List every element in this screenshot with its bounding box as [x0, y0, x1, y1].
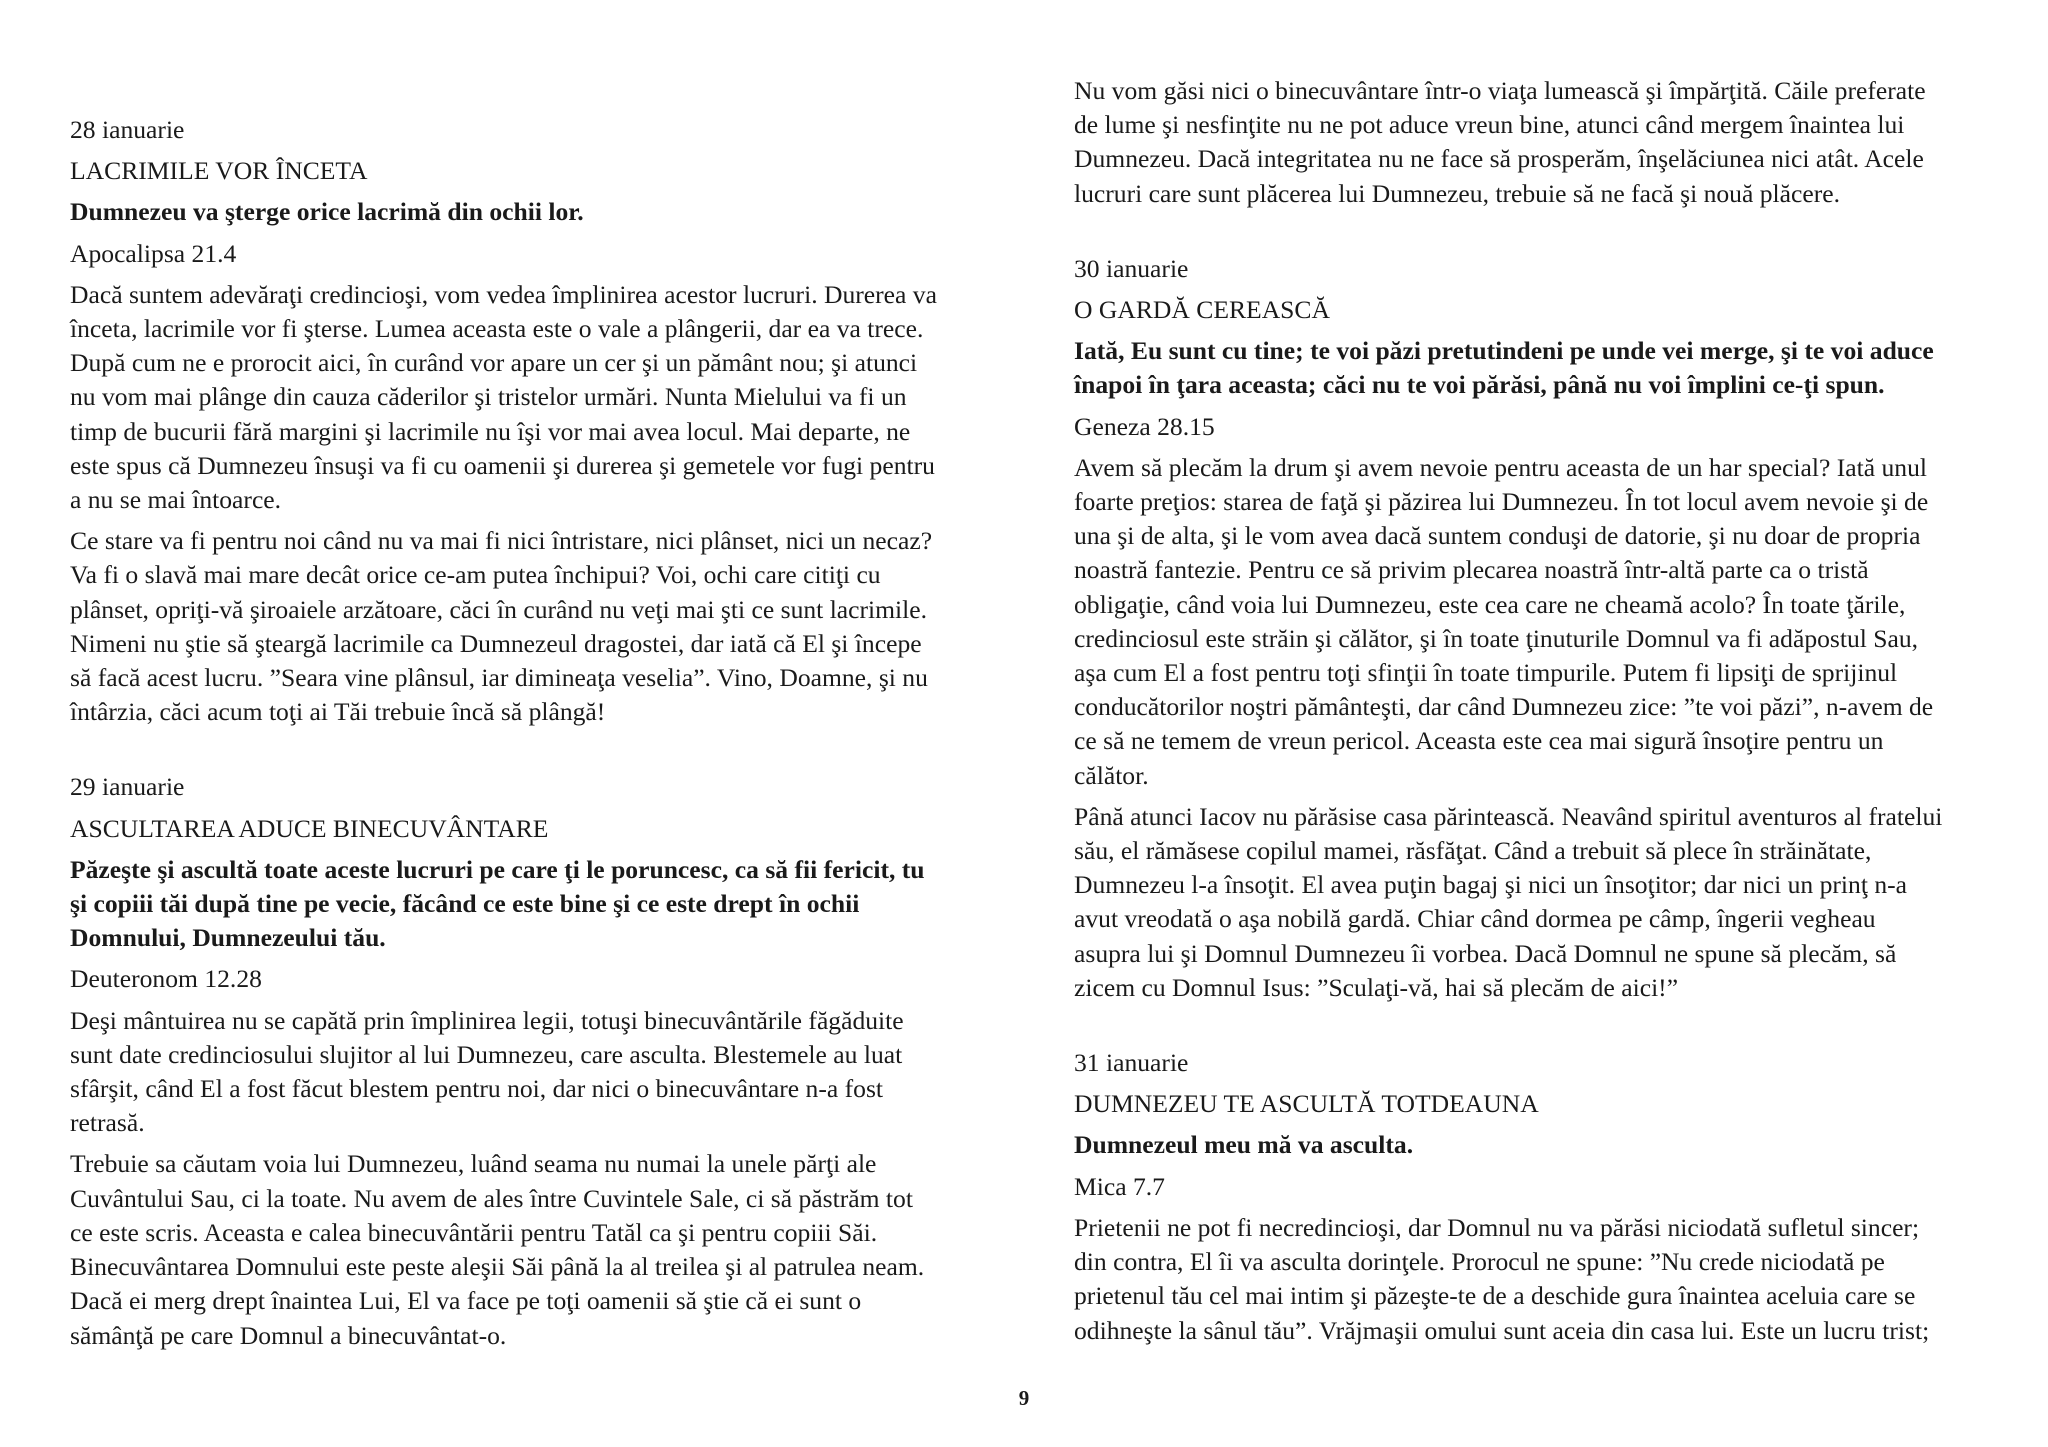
paragraph-line: noastră fantezie. Pentru ce să privim plecarea noastră într-altă parte ca o tristă — [1074, 555, 1869, 585]
entry-reference: Apocalipsa 21.4 — [70, 238, 237, 268]
paragraph-line: prietenul tău cel mai intim şi păzeşte-te de a deschide gura înaintea aceluia care se — [1074, 1281, 1916, 1311]
entry-date: 28 ianuarie — [70, 115, 185, 144]
paragraph-line: este spus că Dumnezeu însuşi va fi cu oamenii şi durerea şi gemetele vor fugi pentru — [70, 450, 935, 480]
paragraph-line: retrasă. — [70, 1108, 145, 1138]
paragraph-line: sfârşit, când El a fost făcut blestem pentru noi, dar nici o binecuvântare n-a fost — [70, 1074, 884, 1104]
entry-paragraph — [70, 1147, 982, 1352]
paragraph-line: lucruri care sunt plăcerea lui Dumnezeu, trebuie să ne facă şi nouă plăcere. — [1074, 178, 1841, 208]
paragraph-line: său, el rămăsese copilul mamei, răsfăţat. Când a trebuit să plece în străinătate, — [1074, 836, 1872, 866]
paragraph-line: sunt date credinciosului slujitor al lui Dumnezeu, care asculta. Blestemele au luat — [70, 1039, 903, 1069]
paragraph-line: timp de bucurii fără margini şi lacrimile nu îşi vor mai avea locul. Mai departe, ne — [70, 416, 911, 446]
entry-paragraph — [70, 278, 982, 517]
entry-date: 31 ianuarie — [1074, 1048, 1189, 1078]
paragraph-line: Dumnezeu l-a însoţit. El avea puţin bagaj şi nici un însoţitor; dar nici un prinţ n-a — [1074, 870, 1908, 900]
paragraph-line: conducătorilor noştri pământeşti, dar când Dumnezeu zice: ”te voi păzi”, n-avem de — [1074, 692, 1934, 722]
entry-31-ianuarie — [1074, 1046, 2008, 1348]
paragraph-line: ce este scris. Aceasta e calea binecuvântării pentru Tatăl ca şi pentru copiii Săi. — [70, 1217, 878, 1247]
paragraph-line: Dacă suntem adevăraţi credincioşi, vom vedea împlinirea acestor lucruri. Durerea va — [70, 279, 937, 309]
entry-title: O GARDĂ CEREASCĂ — [1074, 295, 1330, 325]
paragraph-line: Nimeni nu ştie să şteargă lacrimile ca Dumnezeul dragostei, dar iată că El şi începe — [70, 628, 922, 658]
paragraph-line: călător. — [1074, 760, 1149, 790]
paragraph-line: a nu se mai întoarce. — [70, 485, 282, 515]
verse-line: şi copiii tăi după tine pe vecie, făcând ce este bine şi ce este drept în ochii — [70, 889, 860, 919]
entry-28-ianuarie — [70, 113, 982, 729]
entry-paragraph — [70, 1004, 982, 1141]
paragraph-line: asupra lui şi Domnul Dumnezeu îi vorbea. Dacă Domnul ne spune să plecăm, să — [1074, 938, 1897, 968]
paragraph-line: Binecuvântarea Domnului este peste aleşii Săi până la al treilea şi al patrulea neam. — [70, 1252, 925, 1282]
paragraph-line: Cuvântului Sau, ci la toate. Nu avem de ales între Cuvintele Sale, ci să păstrăm tot — [70, 1183, 913, 1213]
paragraph-line: Prietenii ne pot fi necredincioşi, dar Domnul nu va părăsi niciodată sufletul sincer; — [1074, 1212, 1920, 1242]
verse-line: Iată, Eu sunt cu tine; te voi păzi pretutindeni pe unde vei merge, şi te voi aduce — [1074, 336, 1934, 366]
left-column — [70, 0, 982, 1353]
paragraph-line: Deşi mântuirea nu se capătă prin împlinirea legii, totuşi binecuvântările făgăduite — [70, 1005, 904, 1035]
paragraph-line: plânset, opriţi-vă şiroaiele arzătoare, căci în curând nu veţi mai şti ce sunt lacrimile. — [70, 594, 928, 624]
entry-paragraph — [70, 524, 982, 729]
entry-paragraph — [1074, 74, 2008, 211]
paragraph-line: foarte preţios: starea de faţă şi păzirea lui Dumnezeu. În tot locul avem nevoie şi de — [1074, 487, 1929, 517]
paragraph-line: întârzia, căci acum toţi ai Tăi trebuie încă să plângă! — [70, 697, 606, 727]
paragraph-line: din contra, El îi va asculta dorinţele. Prorocul ne spune: ”Nu crede niciodată pe — [1074, 1247, 1885, 1277]
paragraph-line: Până atunci Iacov nu părăsise casa părintească. Neavând spiritul aventuros al fratelui — [1074, 801, 1943, 831]
paragraph-line: nu vom mai plânge din cauza căderilor şi tristelor urmări. Nunta Mielului va fi un — [70, 382, 907, 412]
paragraph-line: odihneşte la sânul tău”. Vrăjmaşii omului sunt aceia din casa lui. Este un lucru trist; — [1074, 1315, 1930, 1345]
paragraph-line: Trebuie sa căutam voia lui Dumnezeu, luând seama nu numai la unele părţi ale — [70, 1149, 877, 1179]
entry-verse: Dumnezeul meu mă va asculta. — [1074, 1130, 1414, 1160]
paragraph-line: Va fi o slavă mai mare decât orice ce-am putea închipui? Voi, ochi care citiţi cu — [70, 560, 881, 590]
page-number: 9 — [1018, 1386, 1030, 1410]
paragraph-line: de lume şi nesfinţite nu ne pot aduce vreun bine, atunci când mergem înaintea lui — [1074, 110, 1905, 140]
entry-paragraph — [1074, 451, 2008, 793]
entry-date: 29 ianuarie — [70, 772, 185, 802]
paragraph-line: înceta, lacrimile vor fi şterse. Lumea aceasta este o vale a plângerii, dar ea va trece. — [70, 314, 924, 344]
entry-title: LACRIMILE VOR ÎNCETA — [70, 156, 368, 186]
entry-title: DUMNEZEU TE ASCULTĂ TOTDEAUNA — [1074, 1089, 1539, 1119]
paragraph-line: obligaţie, când voia lui Dumnezeu, este cea care ne cheamă acolo? În toate ţările, — [1074, 589, 1906, 619]
entry-verse: Dumnezeu va şterge orice lacrimă din ochii lor. — [70, 197, 584, 227]
paragraph-line: După cum ne e prorocit aici, în curând vor apare un cer şi un pământ nou; şi atunci — [70, 348, 918, 378]
paragraph-line: ce să ne temem de vreun pericol. Aceasta este cea mai sigură însoţire pentru un — [1074, 726, 1884, 756]
entry-reference: Mica 7.7 — [1074, 1171, 1165, 1201]
paragraph-line: aşa cum El a fost pentru toţi sfinţii în toate timpurile. Putem fi lipsiţi de sprijinul — [1074, 658, 1898, 688]
paragraph-line: credinciosul este străin şi călător, şi în toate ţinuturile Domnul va fi adăpostul Sau, — [1074, 623, 1919, 653]
entry-29-continuation — [1074, 74, 2008, 211]
verse-line: Domnului, Dumnezeului tău. — [70, 923, 386, 953]
paragraph-line: să facă acest lucru. ”Seara vine plânsul, iar dimineaţa veselia”. Vino, Doamne, şi nu — [70, 663, 928, 693]
paragraph-line: sămânţă pe care Domnul a binecuvântat-o. — [70, 1320, 507, 1350]
entry-30-ianuarie — [1074, 252, 2008, 1005]
entry-reference: Deuteronom 12.28 — [70, 964, 262, 994]
paragraph-line: avut vreodată o aşa nobilă gardă. Chiar când dormea pe câmp, îngerii vegheau — [1074, 904, 1876, 934]
paragraph-line: Nu vom găsi nici o binecuvântare într-o viaţa lumească şi împărţită. Căile preferate — [1074, 76, 1926, 105]
entry-29-ianuarie — [70, 770, 982, 1352]
paragraph-line: Ce stare va fi pentru noi când nu va mai fi nici întristare, nici plânset, nici un necaz? — [70, 526, 933, 556]
entry-paragraph — [1074, 800, 2008, 1005]
verse-line: Păzeşte şi ascultă toate aceste lucruri pe care ţi le poruncesc, ca să fii fericit, tu — [70, 854, 925, 884]
entry-verse — [70, 853, 982, 956]
paragraph-line: Dacă ei merg drept înaintea Lui, El va face pe toţi oamenii să ştie că ei sunt o — [70, 1286, 862, 1316]
paragraph-line: una şi de alta, şi le vom avea dacă suntem conduşi de datorie, şi nu doar de propria — [1074, 521, 1921, 551]
entry-date: 30 ianuarie — [1074, 253, 1189, 283]
entry-paragraph — [1074, 1211, 2008, 1348]
entry-verse — [1074, 334, 2008, 402]
paragraph-line: Dumnezeu. Dacă integritatea nu ne face să prosperăm, înşelăciunea nici atât. Acele — [1074, 144, 1924, 174]
entry-title: ASCULTAREA ADUCE BINECUVÂNTARE — [70, 813, 549, 843]
right-column — [1074, 0, 2008, 1348]
paragraph-line: Avem să plecăm la drum şi avem nevoie pentru aceasta de un har special? Iată unul — [1074, 452, 1928, 482]
entry-reference: Geneza 28.15 — [1074, 411, 1215, 441]
verse-line: înapoi în ţara aceasta; căci nu te voi părăsi, până nu voi împlini ce-ţi spun. — [1074, 370, 1885, 400]
paragraph-line: zicem cu Domnul Isus: ”Sculaţi-vă, hai să plecăm de aici!” — [1074, 972, 1679, 1002]
